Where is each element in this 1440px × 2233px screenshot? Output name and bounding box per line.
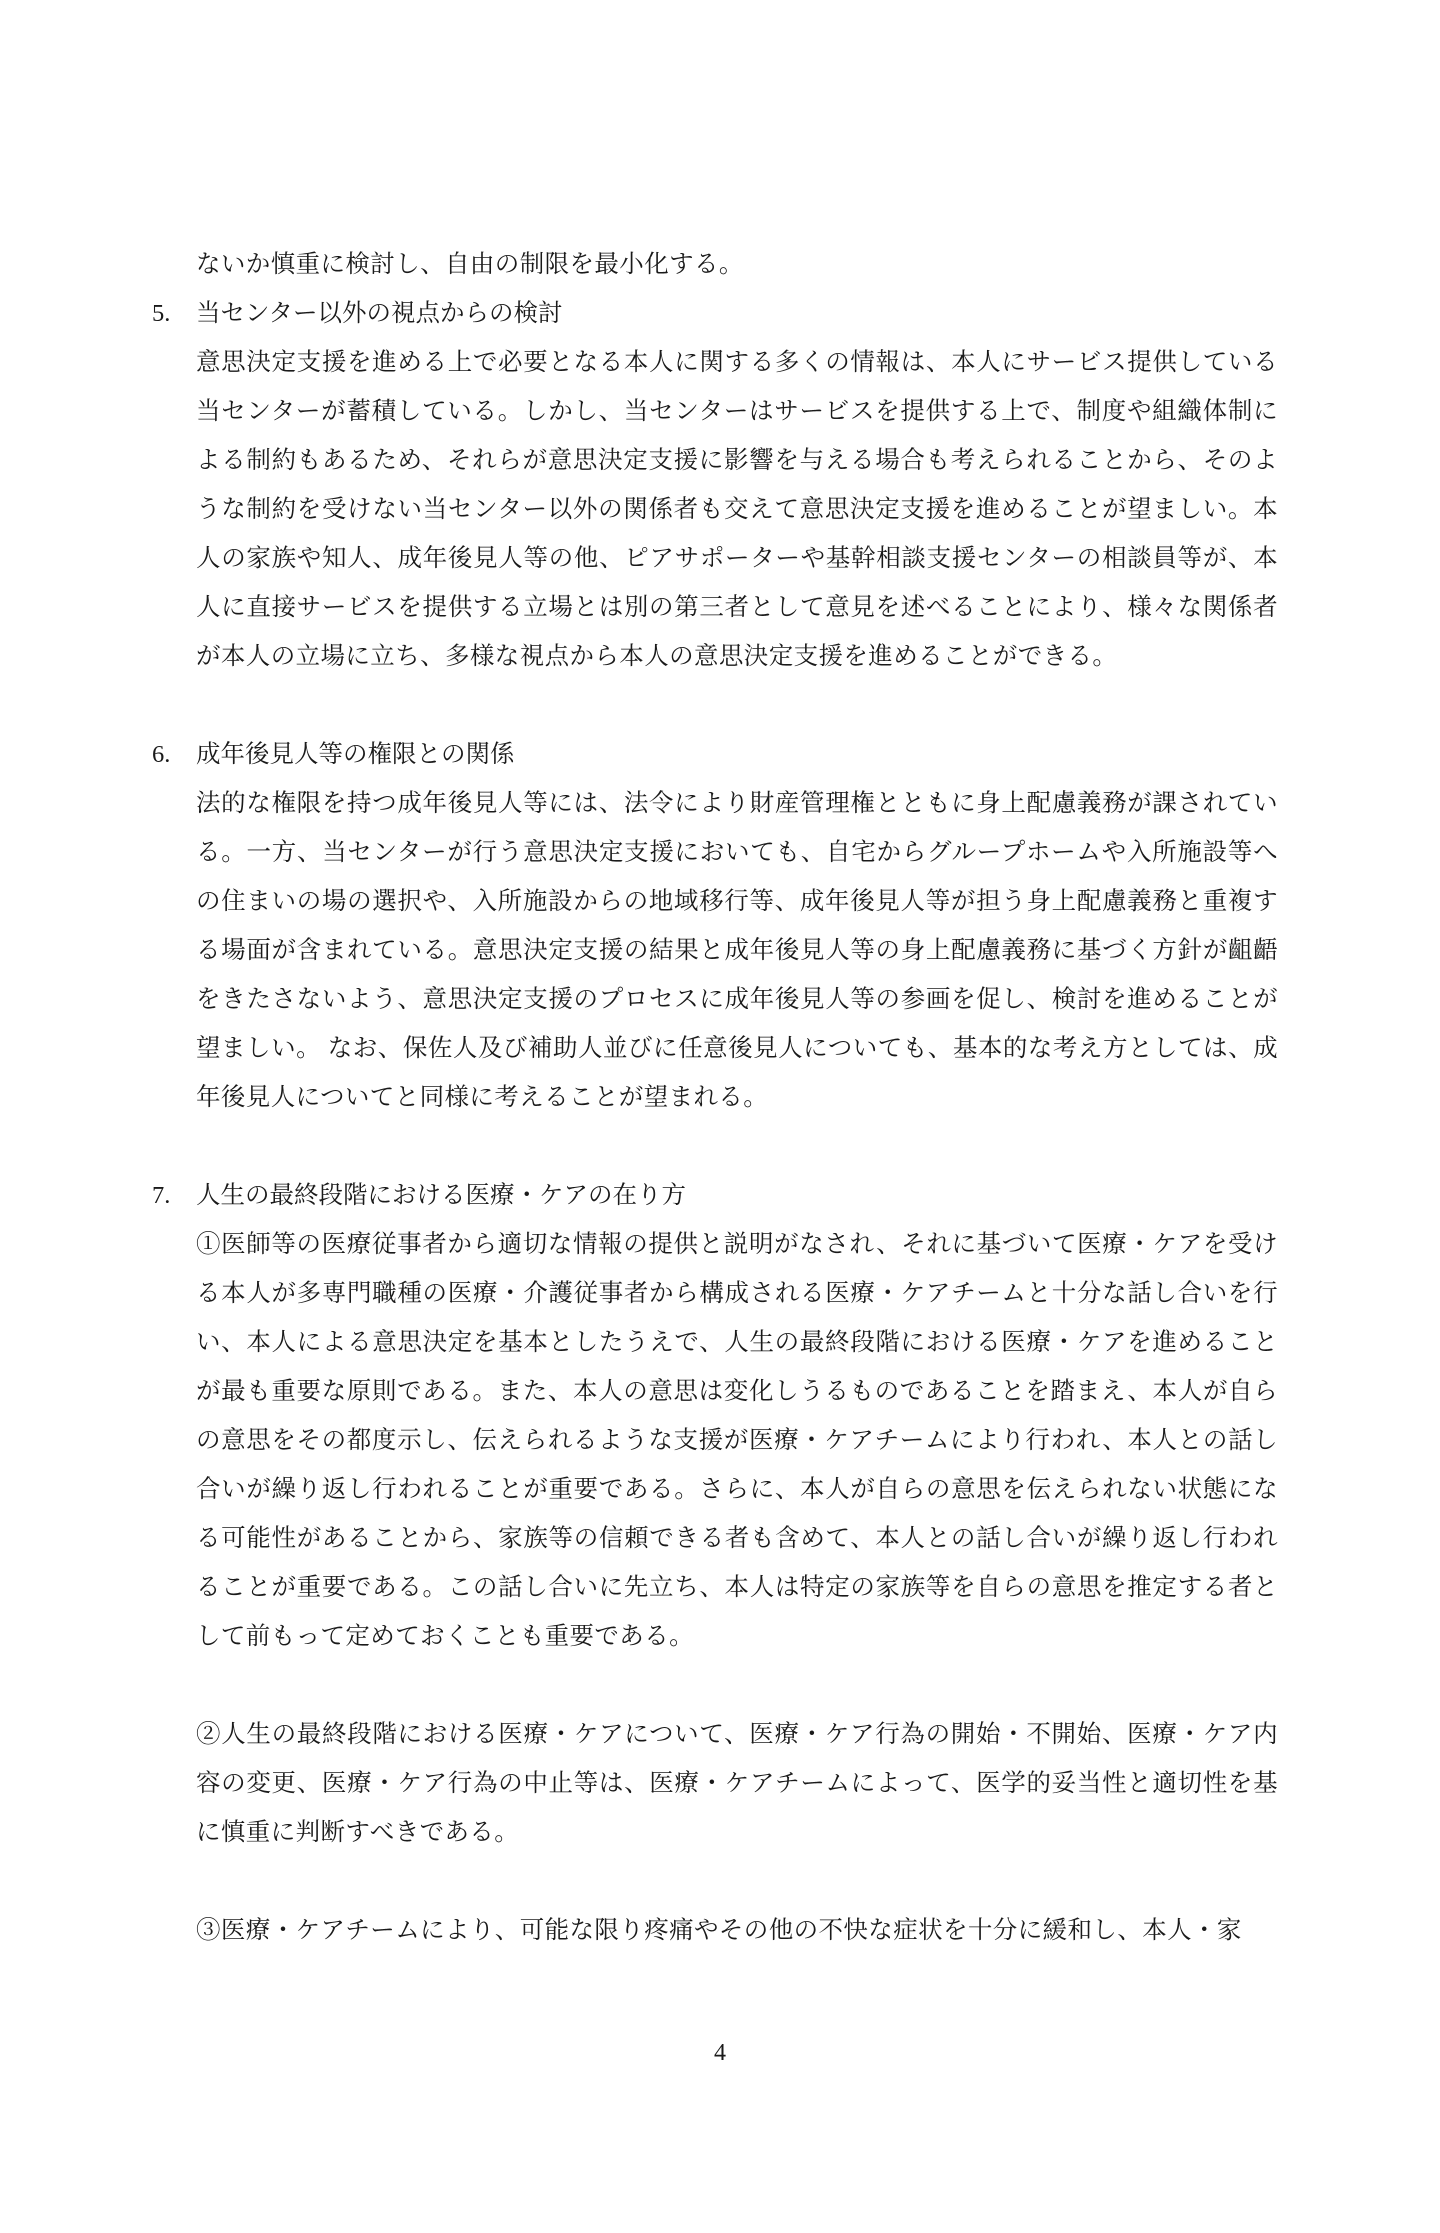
section-6 — [148, 730, 1278, 1122]
section-6-title: 成年後見人等の権限との関係 — [196, 741, 515, 768]
continuation-paragraph: ないか慎重に検討し、自由の制限を最小化する。 — [196, 251, 744, 278]
section-6-number: 6. — [152, 741, 171, 768]
section-7-paragraph-3: ③医療・ケアチームにより、可能な限り疼痛やその他の不快な症状を十分に緩和し、本人・家 — [196, 1917, 1242, 1944]
section-7-paragraph-2: ②人生の最終段階における医療・ケアについて、医療・ケア行為の開始・不開始、医療・ケア内容の変更、医療・ケア行為の中止等は、医療・ケアチームによって、医学的妥当性と適切性を基に慎重に判断すべきである。 — [196, 1721, 1278, 1846]
section-5-body: 意思決定支援を進める上で必要となる本人に関する多くの情報は、本人にサービス提供している当センターが蓄積している。しかし、当センターはサービスを提供する上で、制度や組織体制による制約もあるため、それらが意思決定支援に影響を与える場合も考えられることから、そのような制約を受けない当センター以外の関係者も交えて意思決定支援を進めることが望ましい。本人の家族や知人、成年後見人等の他、ピアサポーターや基幹相談支援センターの相談員等が、本人に直接サービスを提供する立場とは別の第三者として意見を述べることにより、様々な関係者が本人の立場に立ち、多様な視点から本人の意思決定支援を進めることができる。 — [196, 349, 1278, 670]
section-6-heading — [148, 730, 1278, 779]
spacer — [148, 681, 1278, 730]
section-7-title: 人生の最終段階における医療・ケアの在り方 — [196, 1182, 686, 1209]
section-7-number: 7. — [152, 1182, 171, 1209]
section-7 — [148, 1171, 1278, 1955]
section-5-title: 当センター以外の視点からの検討 — [196, 300, 563, 327]
spacer — [148, 1857, 1278, 1906]
page-content — [148, 240, 1278, 1955]
spacer — [148, 1122, 1278, 1171]
spacer — [148, 1661, 1278, 1710]
section-7-paragraph-1: ①医師等の医療従事者から適切な情報の提供と説明がなされ、それに基づいて医療・ケアを受ける本人が多専門職種の医療・介護従事者から構成される医療・ケアチームと十分な話し合いを行い、本人による意思決定を基本としたうえで、人生の最終段階における医療・ケアを進めることが最も重要な原則である。また、本人の意思は変化しうるものであることを踏まえ、本人が自らの意思をその都度示し、伝えられるような支援が医療・ケアチームにより行われ、本人との話し合いが繰り返し行われることが重要である。さらに、本人が自らの意思を伝えられない状態になる可能性があることから、家族等の信頼できる者も含めて、本人との話し合いが繰り返し行われることが重要である。この話し合いに先立ち、本人は特定の家族等を自らの意思を推定する者として前もって定めておくことも重要である。 — [196, 1231, 1278, 1650]
section-5 — [148, 289, 1278, 681]
section-5-number: 5. — [152, 300, 171, 327]
section-5-heading — [148, 289, 1278, 338]
section-6-body: 法的な権限を持つ成年後見人等には、法令により財産管理権とともに身上配慮義務が課されている。一方、当センターが行う意思決定支援においても、自宅からグループホームや入所施設等への住まいの場の選択や、入所施設からの地域移行等、成年後見人等が担う身上配慮義務と重複する場面が含まれている。意思決定支援の結果と成年後見人等の身上配慮義務に基づく方針が齟齬をきたさないよう、意思決定支援のプロセスに成年後見人等の参画を促し、検討を進めることが望ましい。 なお、保佐人及び補助人並びに任意後見人についても、基本的な考え方としては、成年後見人についてと同様に考えることが望まれる。 — [196, 790, 1278, 1111]
section-7-heading — [148, 1171, 1278, 1220]
page-number: 4 — [714, 2040, 726, 2066]
